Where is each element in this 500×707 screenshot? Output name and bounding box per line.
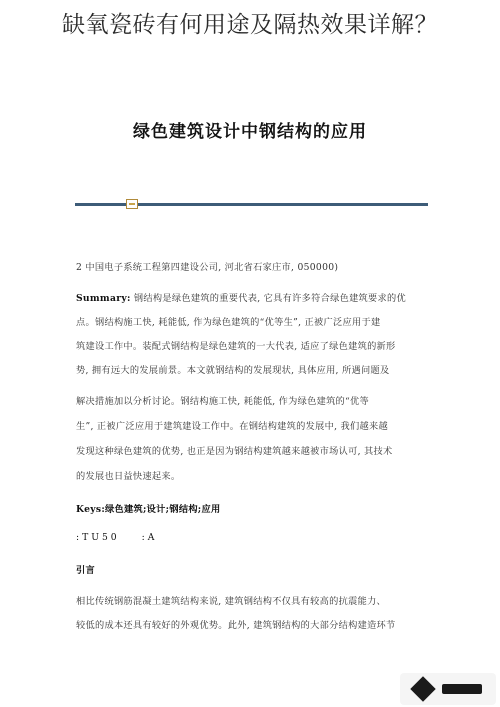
watermark-logo: [400, 673, 496, 705]
intro-heading: 引言: [76, 565, 95, 576]
summary-line: 势, 拥有远大的发展前景。本文就钢结构的发展现状, 具体应用, 所遇问题及: [76, 365, 390, 376]
summary-line: 的发展也日益快速起来。: [76, 471, 181, 482]
summary-line: 发现这种绿色建筑的优势, 也正是因为钢结构建筑越来越被市场认可, 其技术: [76, 446, 393, 457]
classification-code: :TU50: [76, 532, 120, 543]
summary-label: Summary:: [76, 293, 131, 304]
author-affiliation: 2 中国电子系统工程第四建设公司, 河北省石家庄市, 050000): [76, 262, 339, 273]
summary-text: 钢结构是绿色建筑的重要代表, 它具有许多符合绿色建筑要求的优: [130, 293, 406, 304]
body-line: 较低的成本还具有较好的外观优势。此外, 建筑钢结构的大部分结构建造环节: [76, 620, 396, 631]
keywords-line: Keys:绿色建筑;设计;钢结构;应用: [76, 504, 221, 515]
watermark-mark-icon: [410, 676, 435, 701]
summary-line: [76, 290, 406, 304]
body-line: 相比传统钢筋混凝土建筑结构来说, 建筑钢结构不仅具有较高的抗震能力、: [76, 596, 387, 607]
summary-line: 筑建设工作中。装配式钢结构是绿色建筑的一大代表, 适应了绿色建筑的新形: [76, 341, 396, 352]
summary-line: 生”, 正被广泛应用于建筑建设工作中。在钢结构建筑的发展中, 我们越来越: [76, 421, 388, 432]
watermark-bar-icon: [442, 684, 482, 694]
classification-line: [76, 532, 157, 543]
divider-emblem-icon: [126, 199, 138, 209]
summary-line: 点。钢结构施工快, 耗能低, 作为绿色建筑的“优等生”, 正被广泛应用于建: [76, 317, 381, 328]
document-title: 绿色建筑设计中钢结构的应用: [133, 122, 367, 142]
summary-line: 解决措施加以分析讨论。钢结构施工快, 耗能低, 作为绿色建筑的“优等: [76, 396, 370, 407]
page-title: 缺氧瓷砖有何用途及隔热效果详解？: [62, 12, 438, 38]
document-code: :A: [141, 532, 158, 543]
